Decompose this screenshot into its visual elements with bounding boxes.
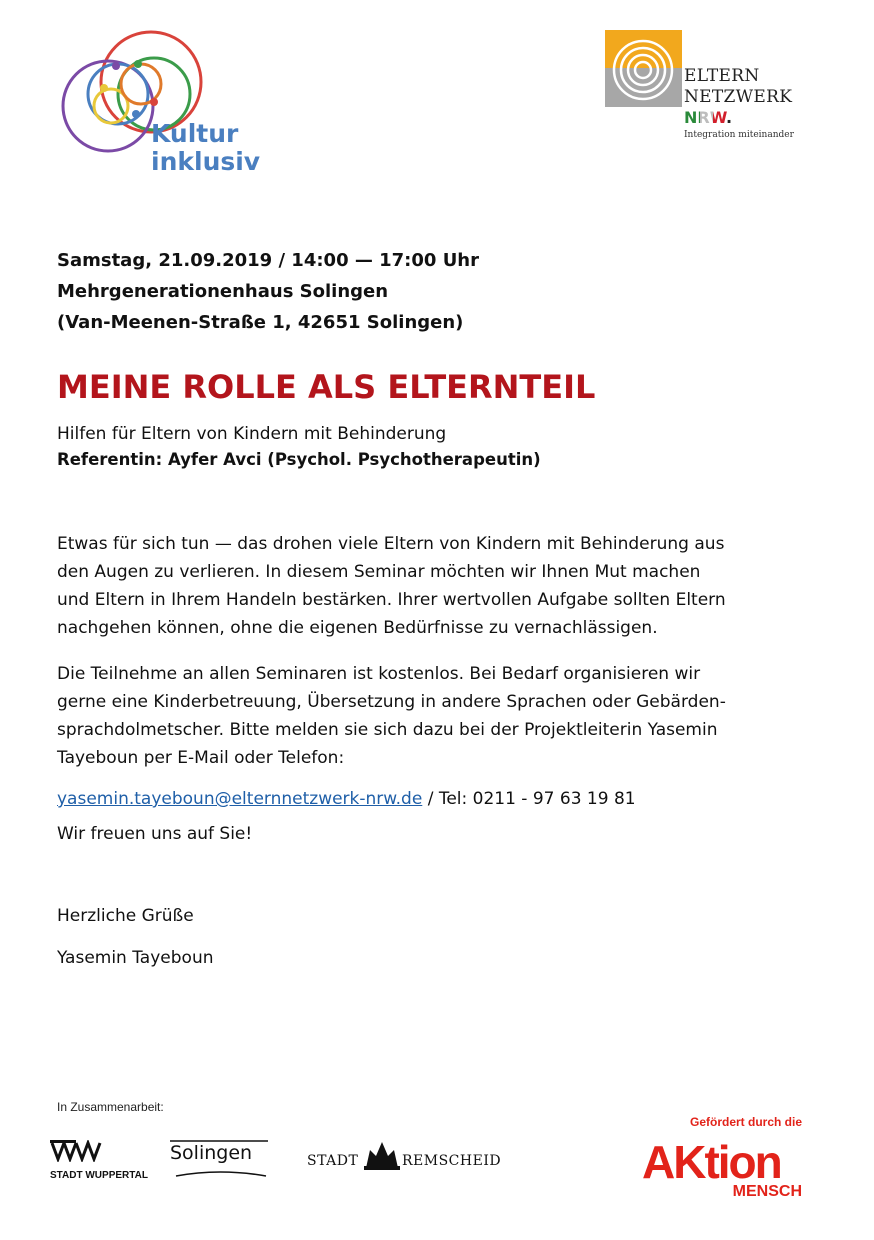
paragraph-line: und Eltern in Ihrem Handeln bestärken. Ihrer wertvollen Aufgabe sollten Eltern xyxy=(57,590,726,610)
kultur-inklusiv-wordmark xyxy=(151,120,260,176)
wuppertal-label: STADT WUPPERTAL xyxy=(50,1170,148,1181)
netzwerk-text: NETZWERK xyxy=(684,87,793,107)
paragraph-line: gerne eine Kinderbetreuung, Übersetzung in andere Sprachen oder Gebärden- xyxy=(57,692,726,712)
stadt-wuppertal-logo xyxy=(50,1140,155,1190)
event-venue: Mehrgenerationenhaus Solingen xyxy=(57,281,389,302)
solingen-logo xyxy=(170,1138,270,1186)
page-title: MEINE ROLLE ALS ELTERNTEIL xyxy=(57,368,596,406)
paragraph-line: den Augen zu verlieren. In diesem Seminar möchten wir Ihnen Mut machen xyxy=(57,562,701,582)
paragraph-line: nachgehen können, ohne die eigenen Bedürfnisse zu vernachlässigen. xyxy=(57,618,658,638)
description-paragraph xyxy=(57,530,817,642)
greeting-text: Herzliche Grüße xyxy=(57,906,194,926)
mensch-wordmark: MENSCH xyxy=(732,1183,802,1200)
nrw-text-value: NRW. xyxy=(684,108,733,127)
inklusiv-text: inklusiv xyxy=(151,147,261,176)
paragraph-line: sprachdolmetscher. Bitte melden sie sich dazu bei der Projektleiterin Yasemin xyxy=(57,720,718,740)
event-details xyxy=(57,245,479,338)
phone-number: / Tel: 0211 - 97 63 19 81 xyxy=(427,789,636,809)
remscheid-stadt-label: STADT xyxy=(307,1153,359,1169)
signature-name: Yasemin Tayeboun xyxy=(57,948,214,968)
eltern-text: ELTERN xyxy=(684,66,760,86)
nrw-text xyxy=(684,108,732,127)
email-link[interactable]: yasemin.tayeboun@elternnetzwerk-nrw.de xyxy=(57,789,423,809)
aktion-wordmark: AKtion xyxy=(642,1136,781,1188)
event-address: (Van-Meenen-Straße 1, 42651 Solingen) xyxy=(57,312,464,333)
eltern-netzwerk-emblem-icon xyxy=(605,30,685,110)
remscheid-label: REMSCHEID xyxy=(402,1153,502,1169)
paragraph-line: Tayeboun per E-Mail oder Telefon: xyxy=(57,748,345,768)
remscheid-crest-icon xyxy=(362,1138,402,1172)
cooperation-label: In Zusammenarbeit: xyxy=(57,1100,164,1114)
page-subtitle: Hilfen für Eltern von Kindern mit Behinderung xyxy=(57,424,447,444)
closing-text: Wir freuen uns auf Sie! xyxy=(57,824,253,844)
wuppertal-emblem-icon xyxy=(50,1140,102,1162)
kultur-text: Kultur xyxy=(151,119,239,148)
eltern-netzwerk-logo xyxy=(605,30,810,148)
sponsor-label: Gefördert durch die xyxy=(689,1115,802,1129)
eltern-netzwerk-tagline: Integration miteinander xyxy=(684,130,794,140)
contact-line xyxy=(57,785,636,813)
paragraph-line: Die Teilnehme an allen Seminaren ist kostenlos. Bei Bedarf organisieren wir xyxy=(57,664,701,684)
referent-line: Referentin: Ayfer Avci (Psychol. Psychotherapeutin) xyxy=(57,450,541,469)
paragraph-line: Etwas für sich tun — das drohen viele Eltern von Kindern mit Behinderung aus xyxy=(57,534,725,554)
kultur-inklusiv-logo xyxy=(56,24,266,184)
solingen-label: Solingen xyxy=(170,1142,253,1164)
event-date-time: Samstag, 21.09.2019 / 14:00 — 17:00 Uhr xyxy=(57,250,479,271)
participation-paragraph xyxy=(57,660,817,772)
stadt-remscheid-logo xyxy=(307,1138,507,1178)
aktion-mensch-logo xyxy=(640,1115,810,1210)
